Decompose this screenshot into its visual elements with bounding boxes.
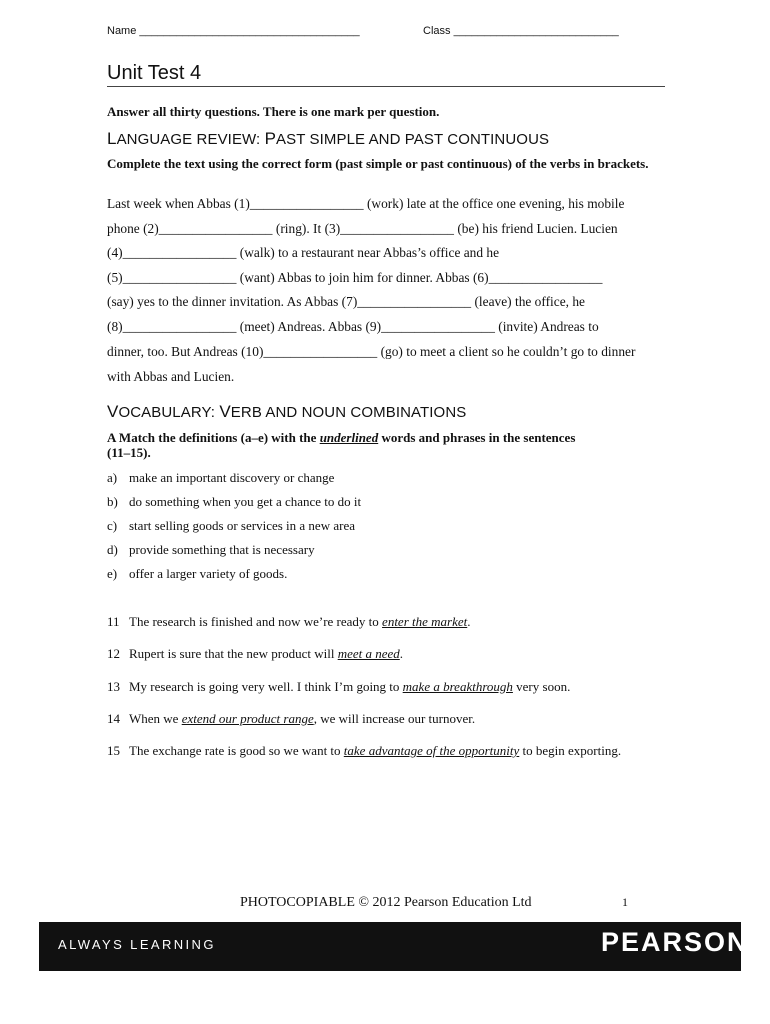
definition-item: e) offer a larger variety of goods. xyxy=(107,566,288,581)
title-divider xyxy=(107,86,665,87)
name-label: Name xyxy=(107,25,137,37)
text-line: (5)_________________ (want) Abbas to join him for dinner. Abbas (6)_________________ xyxy=(107,270,603,285)
text-line: (say) yes to the dinner invitation. As Abbas (7)_________________ (leave) the office, he xyxy=(107,294,585,309)
text-line: dinner, too. But Andreas (10)_________________ (go) to meet a client so he couldn’t go to dinner xyxy=(107,344,636,359)
text-line: Last week when Abbas (1)_________________ (work) late at the office one evening, his mobile xyxy=(107,196,625,211)
underlined-phrase: extend our product range xyxy=(181,711,314,726)
question-14: 14 When we extend our product range, we will increase our turnover. xyxy=(107,711,476,726)
underlined-phrase: make a breakthrough xyxy=(402,679,513,694)
definition-item: b) do something when you get a chance to do it xyxy=(107,494,362,509)
section2-instruction: A Match the definitions (a–e) with the underlined words and phrases in the sentences xyxy=(107,430,576,445)
section2-instruction-line2: (11–15). xyxy=(107,445,151,460)
text-line: with Abbas and Lucien. xyxy=(107,369,235,384)
underlined-phrase: take advantage of the opportunity xyxy=(343,743,520,758)
definition-item: d) provide something that is necessary xyxy=(107,542,315,557)
page-title: Unit Test 4 xyxy=(107,62,202,84)
question-15: 15 The exchange rate is good so we want to take advantage of the opportunity to begin exporting. xyxy=(107,743,622,758)
text-line: (4)_________________ (walk) to a restaurant near Abbas’s office and he xyxy=(107,245,500,260)
definition-item: c) start selling goods or services in a new area xyxy=(107,518,355,533)
underlined-phrase: enter the market xyxy=(382,614,468,629)
question-13: 13 My research is going very well. I think I’m going to make a breakthrough very soon. xyxy=(107,679,571,694)
question-12: 12 Rupert is sure that the new product will meet a need. xyxy=(107,646,404,661)
class-label: Class xyxy=(423,25,451,37)
name-field xyxy=(107,25,360,37)
section1-instruction: Complete the text using the correct form (past simple or past continuous) of the verbs in brackets. xyxy=(107,156,649,171)
page-number: 1 xyxy=(622,895,628,909)
section2-heading: VOCABULARY: VERB AND NOUN COMBINATIONS xyxy=(107,402,467,421)
pearson-logo: PEARSON xyxy=(601,927,749,957)
general-instructions: Answer all thirty questions. There is one mark per question. xyxy=(107,104,440,119)
question-11: 11 The research is finished and now we’re ready to enter the market. xyxy=(107,614,471,629)
text-line: phone (2)_________________ (ring). It (3)_________________ (be) his friend Lucien. Lucien xyxy=(107,221,618,236)
class-blank: ___________________________ xyxy=(453,25,619,37)
section1-heading: LANGUAGE REVIEW: PAST SIMPLE AND PAST CONTINUOUS xyxy=(107,129,550,148)
name-blank: ____________________________________ xyxy=(139,25,360,37)
always-learning-tagline: ALWAYS LEARNING xyxy=(58,937,216,952)
copyright-notice: PHOTOCOPIABLE © 2012 Pearson Education Ltd xyxy=(240,895,532,910)
definition-item: a) make an important discovery or change xyxy=(107,470,335,485)
class-field xyxy=(423,25,619,37)
underlined-phrase: meet a need xyxy=(337,646,400,661)
text-line: (8)_________________ (meet) Andreas. Abbas (9)_________________ (invite) Andreas to xyxy=(107,319,599,334)
